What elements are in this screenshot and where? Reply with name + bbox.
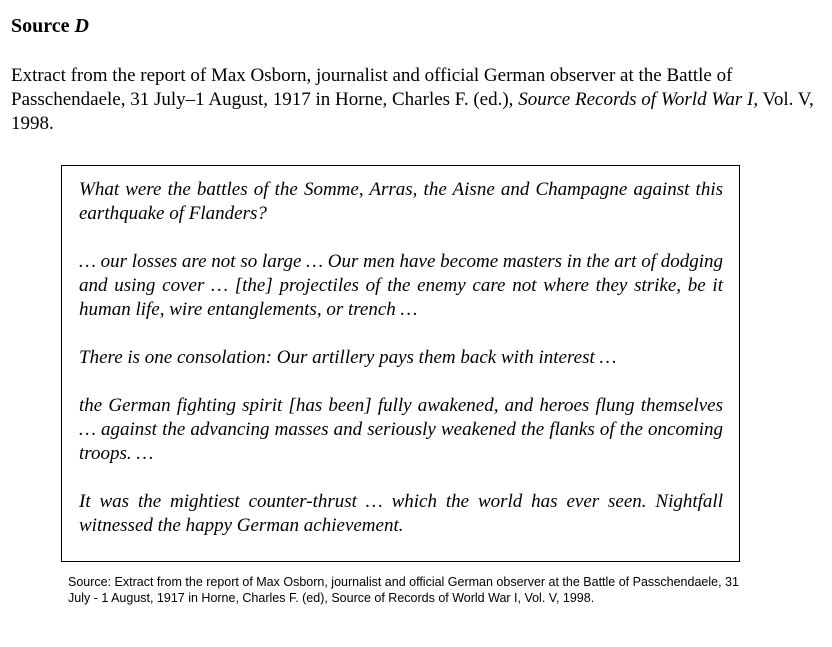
source-heading — [11, 14, 89, 38]
source-heading-letter: D — [74, 15, 89, 37]
quotation-box — [61, 165, 740, 562]
quote-paragraph-2: … our losses are not so large … Our men have become masters in the art of dodging and using cover … [the] projectiles of the enemy care not where they strike, be it human life, wire entanglements, or trench … — [79, 251, 724, 320]
quote-paragraph-1: What were the battles of the Somme, Arras, the Aisne and Champagne against this earthquake of Flanders? — [79, 179, 723, 224]
quote-paragraph-5: It was the mightiest counter-thrust … which the world has ever seen. Nightfall witnessed the happy German achievement. — [79, 491, 723, 536]
source-heading-prefix: Source — [11, 15, 75, 37]
intro-book-title: Source Records of World War I — [518, 89, 754, 110]
intro-text-before-title: Extract from the report of Max Osborn, journalist and official German observer at the Battle of Passchendaele, 31 July–1 August, 1917 in Horne, Charles F. (ed.), — [11, 65, 733, 110]
intro-text-after-title: , Vol. V, 1998. — [11, 89, 814, 134]
quote-paragraph-4: the German fighting spirit [has been] fully awakened, and heroes flung themselves … against the advancing masses and seriously weakened the flanks of the oncoming troops. … — [79, 395, 723, 464]
source-caption: Source: Extract from the report of Max Osborn, journalist and official German observer at the Battle of Passchendaele, 31 July - 1 August, 1917 in Horne, Charles F. (ed), Source of Records of World War I, Vol. V, 1998. — [68, 575, 739, 605]
source-introduction — [11, 64, 826, 136]
quote-paragraph-3: There is one consolation: Our artillery pays them back with interest … — [79, 347, 617, 368]
